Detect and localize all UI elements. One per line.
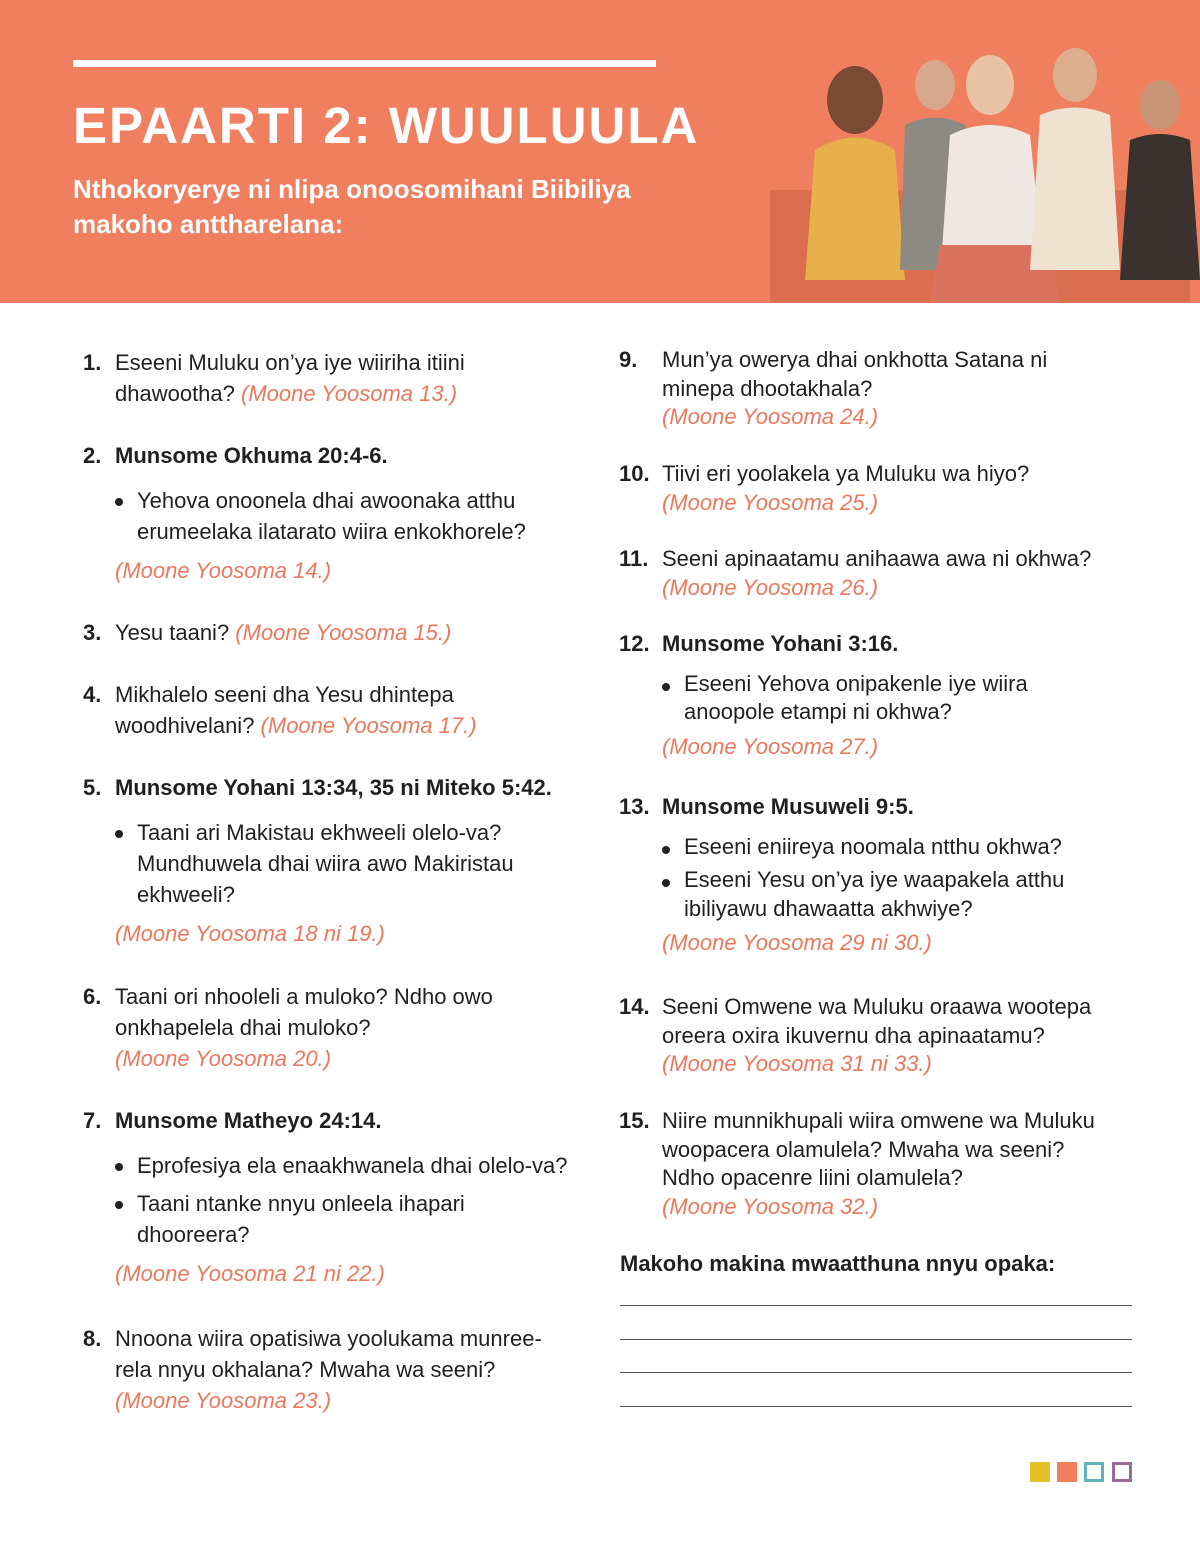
question-text bbox=[662, 1107, 1162, 1221]
question-label: Niire munnikhupali wiira omwene wa Muluku woopacera olamulela? Mwaha wa seeni? Ndho opacenre liini olamulela? bbox=[662, 1108, 1095, 1190]
question-text bbox=[662, 460, 1162, 517]
question-body bbox=[115, 617, 595, 648]
question-number: 11. bbox=[619, 546, 649, 571]
question-number: 6. bbox=[83, 984, 102, 1009]
question-label: Seeni Omwene wa Muluku oraawa wootepa oreera oxira ikuvernu dha apinaatamu? bbox=[662, 994, 1092, 1048]
question-label: Munsome Musuweli 9:5. bbox=[662, 794, 914, 819]
question-body bbox=[662, 993, 1162, 1079]
question-text bbox=[662, 630, 1162, 659]
reference-link[interactable]: (Moone Yoosoma 17.) bbox=[260, 713, 477, 738]
question-body bbox=[115, 981, 595, 1074]
teal-square-outline-icon bbox=[1084, 1462, 1104, 1482]
question-label: Mikhalelo seeni dha Yesu dhintepa woodhivelani? bbox=[115, 682, 454, 738]
question-text bbox=[115, 981, 595, 1074]
question-number: 1. bbox=[83, 350, 102, 375]
question-text bbox=[115, 679, 595, 741]
question-number: 14. bbox=[619, 994, 650, 1019]
question-label: Mun’ya owerya dhai onkhotta Satana ni minepa dhootakhala? bbox=[662, 347, 1048, 401]
question-label: Taani ori nhooleli a muloko? Ndho owo onkhapelela dhai muloko? bbox=[115, 984, 493, 1040]
question-number: 9. bbox=[619, 347, 638, 372]
question-body bbox=[662, 1107, 1162, 1221]
reference-link[interactable]: (Moone Yoosoma 15.) bbox=[235, 620, 452, 645]
question-number: 12. bbox=[619, 631, 650, 656]
page-title: EPAARTI 2: WUULUULA bbox=[73, 97, 700, 154]
question-text bbox=[115, 1105, 595, 1136]
question-text bbox=[662, 993, 1162, 1079]
bullet-point: Taani ari Makistau ekhweeli olelo-va? Mundhuwela dhai wiira awo Makiristau ekhweeli? bbox=[115, 817, 595, 910]
question-number: 3. bbox=[83, 620, 102, 645]
reference-link[interactable]: (Moone Yoosoma 23.) bbox=[115, 1388, 332, 1413]
answer-line[interactable] bbox=[620, 1406, 1132, 1407]
question-text bbox=[662, 545, 1162, 602]
question-label: Tiivi eri yoolakela ya Muluku wa hiyo? bbox=[662, 461, 1030, 486]
reference-link[interactable]: (Moone Yoosoma 14.) bbox=[115, 558, 332, 583]
question-label: Yesu taani? bbox=[115, 620, 236, 645]
question-number: 13. bbox=[619, 794, 650, 819]
people-illustration bbox=[760, 30, 1200, 303]
question-text bbox=[115, 772, 595, 803]
question-body bbox=[662, 545, 1162, 602]
question-text bbox=[115, 440, 595, 471]
question-body bbox=[662, 793, 1162, 958]
question-number: 2. bbox=[83, 443, 102, 468]
answer-line[interactable] bbox=[620, 1339, 1132, 1340]
reference-link[interactable]: (Moone Yoosoma 31 ni 33.) bbox=[662, 1051, 932, 1076]
question-label: Eseeni Muluku on’ya iye wiiriha itiini dhawootha? bbox=[115, 350, 465, 406]
header-banner bbox=[0, 0, 1200, 303]
question-number: 5. bbox=[83, 775, 102, 800]
reference-link[interactable]: (Moone Yoosoma 20.) bbox=[115, 1046, 332, 1071]
reference-link[interactable]: (Moone Yoosoma 21 ni 22.) bbox=[115, 1261, 385, 1286]
header-rule bbox=[73, 60, 656, 67]
reference-link[interactable]: (Moone Yoosoma 18 ni 19.) bbox=[115, 921, 385, 946]
question-text bbox=[115, 1323, 595, 1416]
reference-link[interactable]: (Moone Yoosoma 32.) bbox=[662, 1193, 879, 1219]
bullet-point: Eprofesiya ela enaakhwanela dhai olelo-va? bbox=[115, 1150, 595, 1181]
reference-link[interactable]: (Moone Yoosoma 26.) bbox=[662, 574, 879, 600]
question-text bbox=[662, 346, 1162, 432]
reference-link[interactable]: (Moone Yoosoma 24.) bbox=[662, 404, 879, 429]
yellow-square-icon bbox=[1030, 1462, 1050, 1482]
question-body bbox=[115, 440, 595, 586]
question-number: 4. bbox=[83, 682, 102, 707]
question-label: Munsome Yohani 3:16. bbox=[662, 631, 899, 656]
bullet-point: Eseeni Yesu on’ya iye waapakela atthu ibiliyawu dhawaatta akhwiye? bbox=[662, 866, 1162, 923]
additional-questions-heading: Makoho makina mwaatthuna nnyu opaka: bbox=[620, 1251, 1056, 1276]
reference-link[interactable]: (Moone Yoosoma 29 ni 30.) bbox=[662, 930, 932, 955]
question-body bbox=[662, 346, 1162, 432]
question-label: Munsome Okhuma 20:4-6. bbox=[115, 443, 388, 468]
question-body bbox=[115, 772, 595, 949]
bullet-point: Eseeni Yehova onipakenle iye wiira anoopole etampi ni okhwa? bbox=[662, 670, 1162, 727]
question-label: Seeni apinaatamu anihaawa awa ni okhwa? bbox=[662, 546, 1092, 571]
bullet-point: Yehova onoonela dhai awoonaka atthu erumeelaka ilatarato wiira enkokhorele? bbox=[115, 485, 595, 547]
question-label: Munsome Yohani 13:34, 35 ni Miteko 5:42. bbox=[115, 775, 552, 800]
reference-link[interactable]: (Moone Yoosoma 13.) bbox=[241, 381, 458, 406]
question-number: 15. bbox=[619, 1108, 650, 1133]
question-body bbox=[662, 460, 1162, 517]
question-body bbox=[115, 1105, 595, 1289]
question-body bbox=[115, 679, 595, 741]
orange-square-icon bbox=[1057, 1462, 1077, 1482]
question-number: 8. bbox=[83, 1326, 102, 1351]
bullet-point: Eseeni eniireya noomala ntthu okhwa? bbox=[662, 833, 1162, 862]
question-text bbox=[662, 793, 1162, 822]
question-label: Munsome Matheyo 24:14. bbox=[115, 1108, 382, 1133]
page-subtitle: Nthokoryerye ni nlipa onoosomihani Biibiliya makoho anttharelana: bbox=[73, 174, 631, 239]
question-body bbox=[115, 347, 595, 409]
reference-link[interactable]: (Moone Yoosoma 27.) bbox=[662, 733, 879, 759]
question-text bbox=[115, 347, 595, 409]
question-body bbox=[115, 1323, 595, 1416]
answer-line[interactable] bbox=[620, 1305, 1132, 1306]
question-label: Nnoona wiira opatisiwa yoolukama munree- rela nnyu okhalana? Mwaha wa seeni? bbox=[115, 1326, 542, 1382]
answer-line[interactable] bbox=[620, 1372, 1132, 1373]
bullet-point: Taani ntanke nnyu onleela ihapari dhooreera? bbox=[115, 1188, 595, 1250]
question-body bbox=[662, 630, 1162, 761]
purple-square-outline-icon bbox=[1112, 1462, 1132, 1482]
reference-link[interactable]: (Moone Yoosoma 25.) bbox=[662, 489, 879, 515]
question-text bbox=[115, 617, 595, 648]
question-number: 10. bbox=[619, 461, 650, 486]
question-number: 7. bbox=[83, 1108, 102, 1133]
